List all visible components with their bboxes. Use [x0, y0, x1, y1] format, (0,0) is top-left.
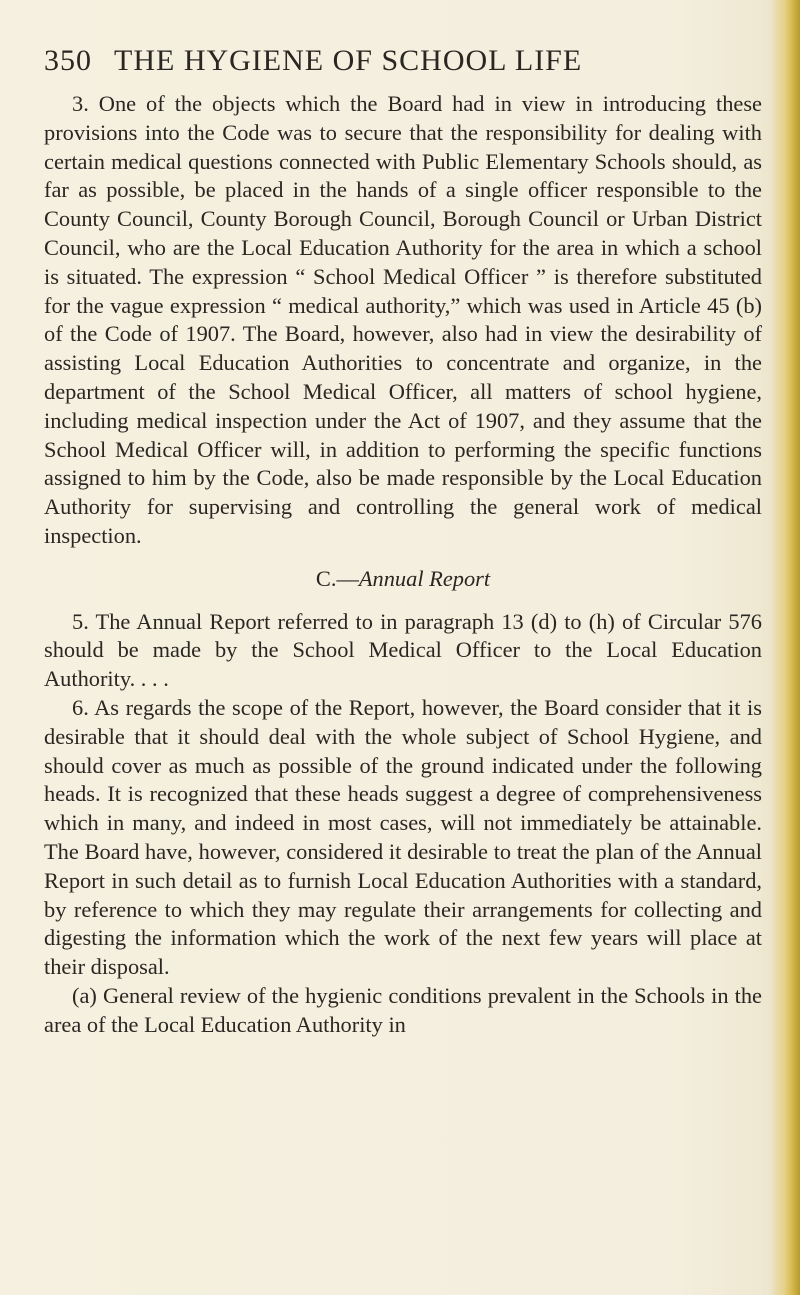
paragraph-5: 5. The Annual Report referred to in paragraph 13 (d) to (h) of Circular 576 should be made by the School Medical Officer to the Local Education Authority. . . . [44, 608, 762, 692]
page-number: 350 [44, 44, 92, 77]
section-title: Annual Report [358, 565, 491, 591]
section-heading [44, 565, 762, 594]
paragraph-6: 6. As regards the scope of the Report, however, the Board consider that it is desirable that it should deal with the whole subject of School Hygiene, and should cover as much as possible of the ground indicated under the following heads. It is recognized that these heads suggest a degree of comprehensiveness which in many, and indeed in most cases, will not immediately be attainable. The Board have, however, considered it desirable to treat the plan of the Annual Report in such detail as to furnish Local Education Authorities with a standard, by reference to which they may regulate their arrangements for collecting and digesting the information which the work of the next few years will place at their disposal. [44, 694, 762, 980]
paragraph-3: 3. One of the objects which the Board had in view in introducing these provisions into the Code was to secure that the responsibility for dealing with certain medical questions connected with Public Elementary Schools should, as far as possible, be placed in the hands of a single officer responsible to the County Council, County Borough Council, Borough Council or Urban District Council, who are the Local Education Authority for the area in which a school is situated. The expression “ School Medical Officer ” is therefore substituted for the vague expression “ medical authority,” which was used in Article 45 (b) of the Code of 1907. The Board, however, also had in view the desirability of assisting Local Education Authorities to concentrate and organize, in the department of the School Medical Officer, all matters of school hygiene, including medical inspection under the Act of 1907, and they assume that the School Medical Officer will, in addition to performing the specific functions assigned to him by the Code, also be made responsible by the Local Education Authority for supervising and controlling the general work of medical inspection. [44, 91, 762, 548]
page-edge [770, 0, 800, 1295]
section-letter: C.— [315, 565, 359, 591]
running-header [44, 44, 764, 78]
paragraph-a: (a) General review of the hygienic conditions prevalent in the Schools in the area of the Local Education Authority in [44, 982, 762, 1037]
body-text [44, 90, 762, 1040]
running-title: THE HYGIENE OF SCHOOL LIFE [114, 44, 583, 77]
